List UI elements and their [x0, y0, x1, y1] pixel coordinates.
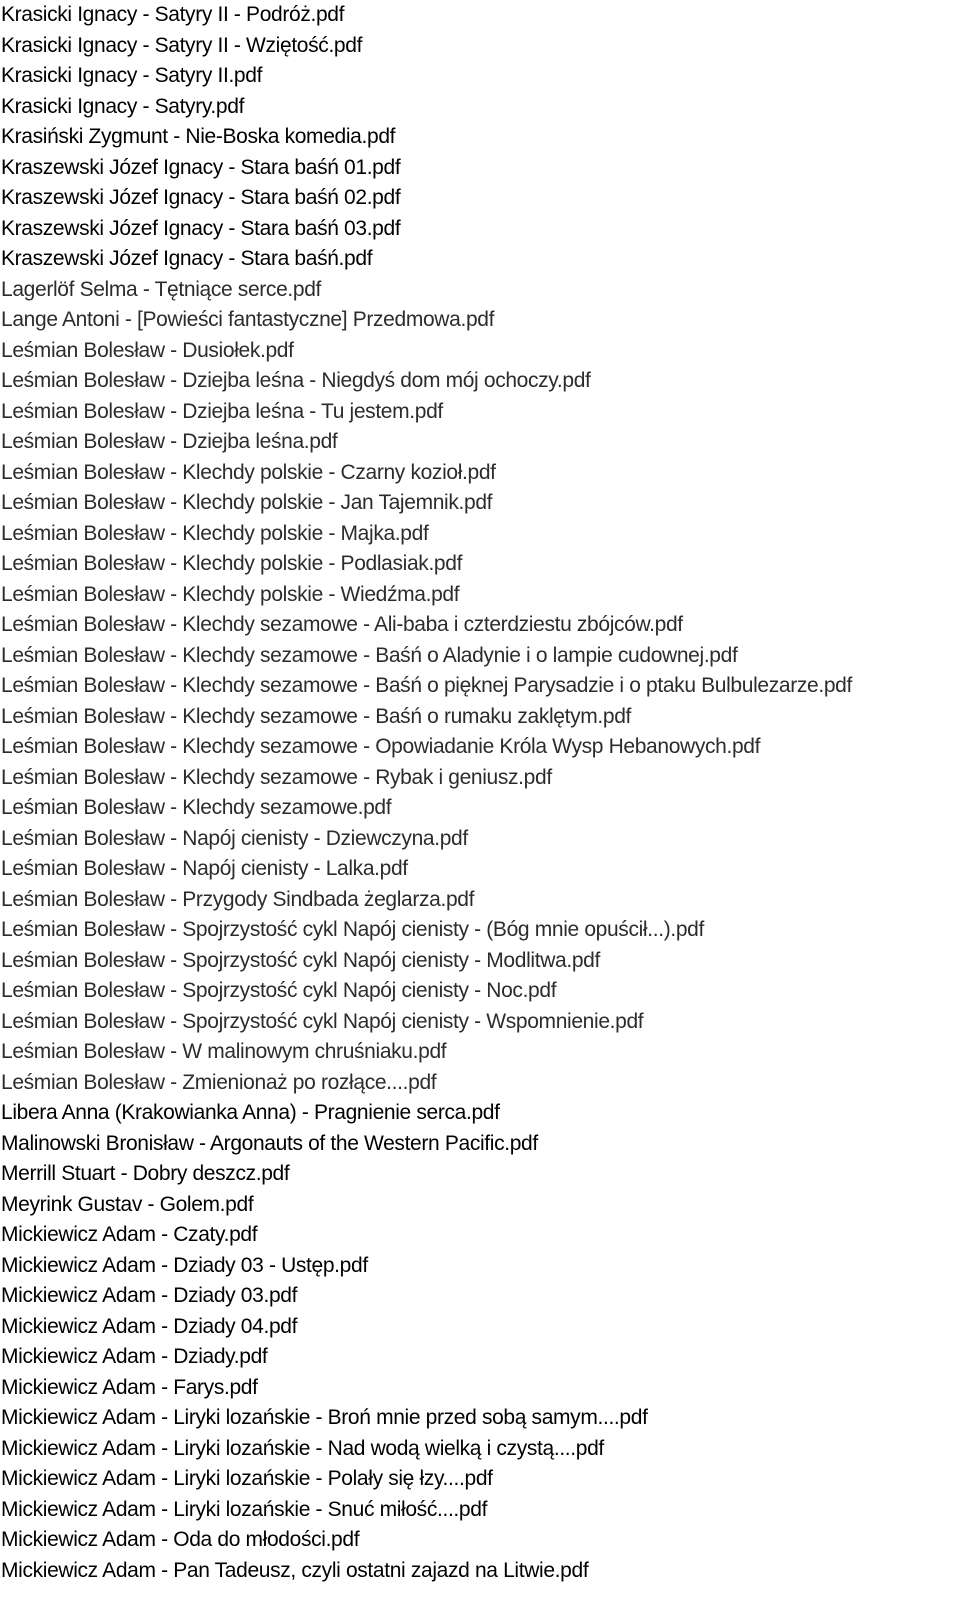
- file-list-item[interactable]: Mickiewicz Adam - Pan Tadeusz, czyli ostatni zajazd na Litwie.pdf: [1, 1558, 589, 1582]
- file-list-item[interactable]: Mickiewicz Adam - Dziady.pdf: [1, 1345, 268, 1368]
- file-list-item[interactable]: Malinowski Bronisław - Argonauts of the Western Pacific.pdf: [1, 1131, 538, 1155]
- file-list-item[interactable]: Mickiewicz Adam - Dziady 03 - Ustęp.pdf: [1, 1253, 368, 1277]
- file-list-item[interactable]: Leśmian Bolesław - Spojrzystość cykl Napój cienisty - Modlitwa.pdf: [1, 948, 600, 972]
- file-list-item[interactable]: Leśmian Bolesław - Napój cienisty - Lalka.pdf: [1, 857, 408, 880]
- file-list-item[interactable]: Krasicki Ignacy - Satyry.pdf: [1, 94, 245, 118]
- file-list-item[interactable]: Leśmian Bolesław - Dusiołek.pdf: [1, 338, 294, 362]
- file-list-item[interactable]: Leśmian Bolesław - Dziejba leśna - Niegdyś dom mój ochoczy.pdf: [1, 369, 591, 392]
- file-list-item[interactable]: Leśmian Bolesław - Klechdy sezamowe - Opowiadanie Króla Wysp Hebanowych.pdf: [1, 735, 761, 758]
- file-list-item[interactable]: Mickiewicz Adam - Oda do młodości.pdf: [1, 1528, 360, 1551]
- file-list-item[interactable]: Leśmian Bolesław - Klechdy sezamowe - Baśń o pięknej Parysadzie i o ptaku Bulbulezarze.pdf: [1, 674, 852, 697]
- file-list-item[interactable]: Mickiewicz Adam - Farys.pdf: [1, 1375, 258, 1399]
- file-list-item[interactable]: Libera Anna (Krakowianka Anna) - Pragnienie serca.pdf: [1, 1101, 500, 1124]
- file-list-item[interactable]: Krasicki Ignacy - Satyry II - Podróż.pdf: [1, 3, 345, 26]
- file-list-item[interactable]: Leśmian Bolesław - Przygody Sindbada żeglarza.pdf: [1, 887, 475, 911]
- file-list-item[interactable]: Mickiewicz Adam - Liryki lozańskie - Broń mnie przed sobą samym....pdf: [1, 1406, 648, 1429]
- file-list-item[interactable]: Kraszewski Józef Ignacy - Stara baśń.pdf: [1, 247, 373, 270]
- file-list-item[interactable]: Leśmian Bolesław - Napój cienisty - Dziewczyna.pdf: [1, 826, 468, 850]
- file-list-item[interactable]: Krasiński Zygmunt - Nie-Boska komedia.pdf: [1, 125, 396, 148]
- file-list-item[interactable]: Leśmian Bolesław - Klechdy sezamowe - Rybak i geniusz.pdf: [1, 765, 552, 789]
- file-list-item[interactable]: Leśmian Bolesław - Klechdy polskie - Jan Tajemnik.pdf: [1, 491, 493, 514]
- file-list-item[interactable]: Krasicki Ignacy - Satyry II - Wziętość.pdf: [1, 33, 363, 57]
- file-list-item[interactable]: Leśmian Bolesław - Spojrzystość cykl Napój cienisty - Wspomnienie.pdf: [1, 1009, 644, 1033]
- file-list-item[interactable]: Meyrink Gustav - Golem.pdf: [1, 1192, 254, 1216]
- file-list-item[interactable]: Leśmian Bolesław - Spojrzystość cykl Napój cienisty - Noc.pdf: [1, 979, 557, 1002]
- file-list-item[interactable]: Kraszewski Józef Ignacy - Stara baśń 01.pdf: [1, 155, 401, 179]
- file-list-item[interactable]: Leśmian Bolesław - Klechdy sezamowe - Baśń o rumaku zaklętym.pdf: [1, 704, 632, 728]
- file-list-item[interactable]: Lange Antoni - [Powieści fantastyczne] Przedmowa.pdf: [1, 308, 495, 331]
- file-list-item[interactable]: Leśmian Bolesław - Klechdy sezamowe.pdf: [1, 796, 392, 819]
- file-list-item[interactable]: Merrill Stuart - Dobry deszcz.pdf: [1, 1162, 290, 1185]
- file-list-item[interactable]: Leśmian Bolesław - Klechdy polskie - Podlasiak.pdf: [1, 552, 463, 575]
- file-list-item[interactable]: Mickiewicz Adam - Dziady 03.pdf: [1, 1284, 298, 1307]
- file-list-item[interactable]: Krasicki Ignacy - Satyry II.pdf: [1, 64, 263, 87]
- file-list-item[interactable]: Leśmian Bolesław - Dziejba leśna - Tu jestem.pdf: [1, 399, 443, 423]
- file-list-item[interactable]: Mickiewicz Adam - Czaty.pdf: [1, 1223, 258, 1246]
- file-list-item[interactable]: Leśmian Bolesław - W malinowym chruśniaku.pdf: [1, 1040, 447, 1063]
- file-list-item[interactable]: Mickiewicz Adam - Liryki lozańskie - Polały się łzy....pdf: [1, 1467, 493, 1490]
- file-list-item[interactable]: Mickiewicz Adam - Liryki lozańskie - Nad wodą wielką i czystą....pdf: [1, 1436, 604, 1460]
- file-list-item[interactable]: Leśmian Bolesław - Klechdy polskie - Wiedźma.pdf: [1, 582, 460, 606]
- file-list-item[interactable]: Leśmian Bolesław - Klechdy sezamowe - Ali-baba i czterdziestu zbójców.pdf: [1, 613, 683, 636]
- file-list-item[interactable]: Leśmian Bolesław - Zmienionaż po rozłące....pdf: [1, 1070, 437, 1094]
- file-list-item[interactable]: Leśmian Bolesław - Spojrzystość cykl Napój cienisty - (Bóg mnie opuścił...).pdf: [1, 918, 704, 941]
- file-list-item[interactable]: Lagerlöf Selma - Tętniące serce.pdf: [1, 277, 322, 301]
- file-list-item[interactable]: Leśmian Bolesław - Dziejba leśna.pdf: [1, 430, 338, 453]
- file-list-item[interactable]: Kraszewski Józef Ignacy - Stara baśń 03.pdf: [1, 216, 401, 240]
- file-list-item[interactable]: Leśmian Bolesław - Klechdy polskie - Majka.pdf: [1, 521, 429, 545]
- file-list-item[interactable]: Leśmian Bolesław - Klechdy polskie - Czarny kozioł.pdf: [1, 460, 496, 484]
- file-list-item[interactable]: Kraszewski Józef Ignacy - Stara baśń 02.pdf: [1, 186, 401, 209]
- file-list-item[interactable]: Mickiewicz Adam - Dziady 04.pdf: [1, 1314, 298, 1338]
- file-list-item[interactable]: Leśmian Bolesław - Klechdy sezamowe - Baśń o Aladynie i o lampie cudownej.pdf: [1, 643, 738, 667]
- file-list-item[interactable]: Mickiewicz Adam - Liryki lozańskie - Snuć miłość....pdf: [1, 1497, 488, 1521]
